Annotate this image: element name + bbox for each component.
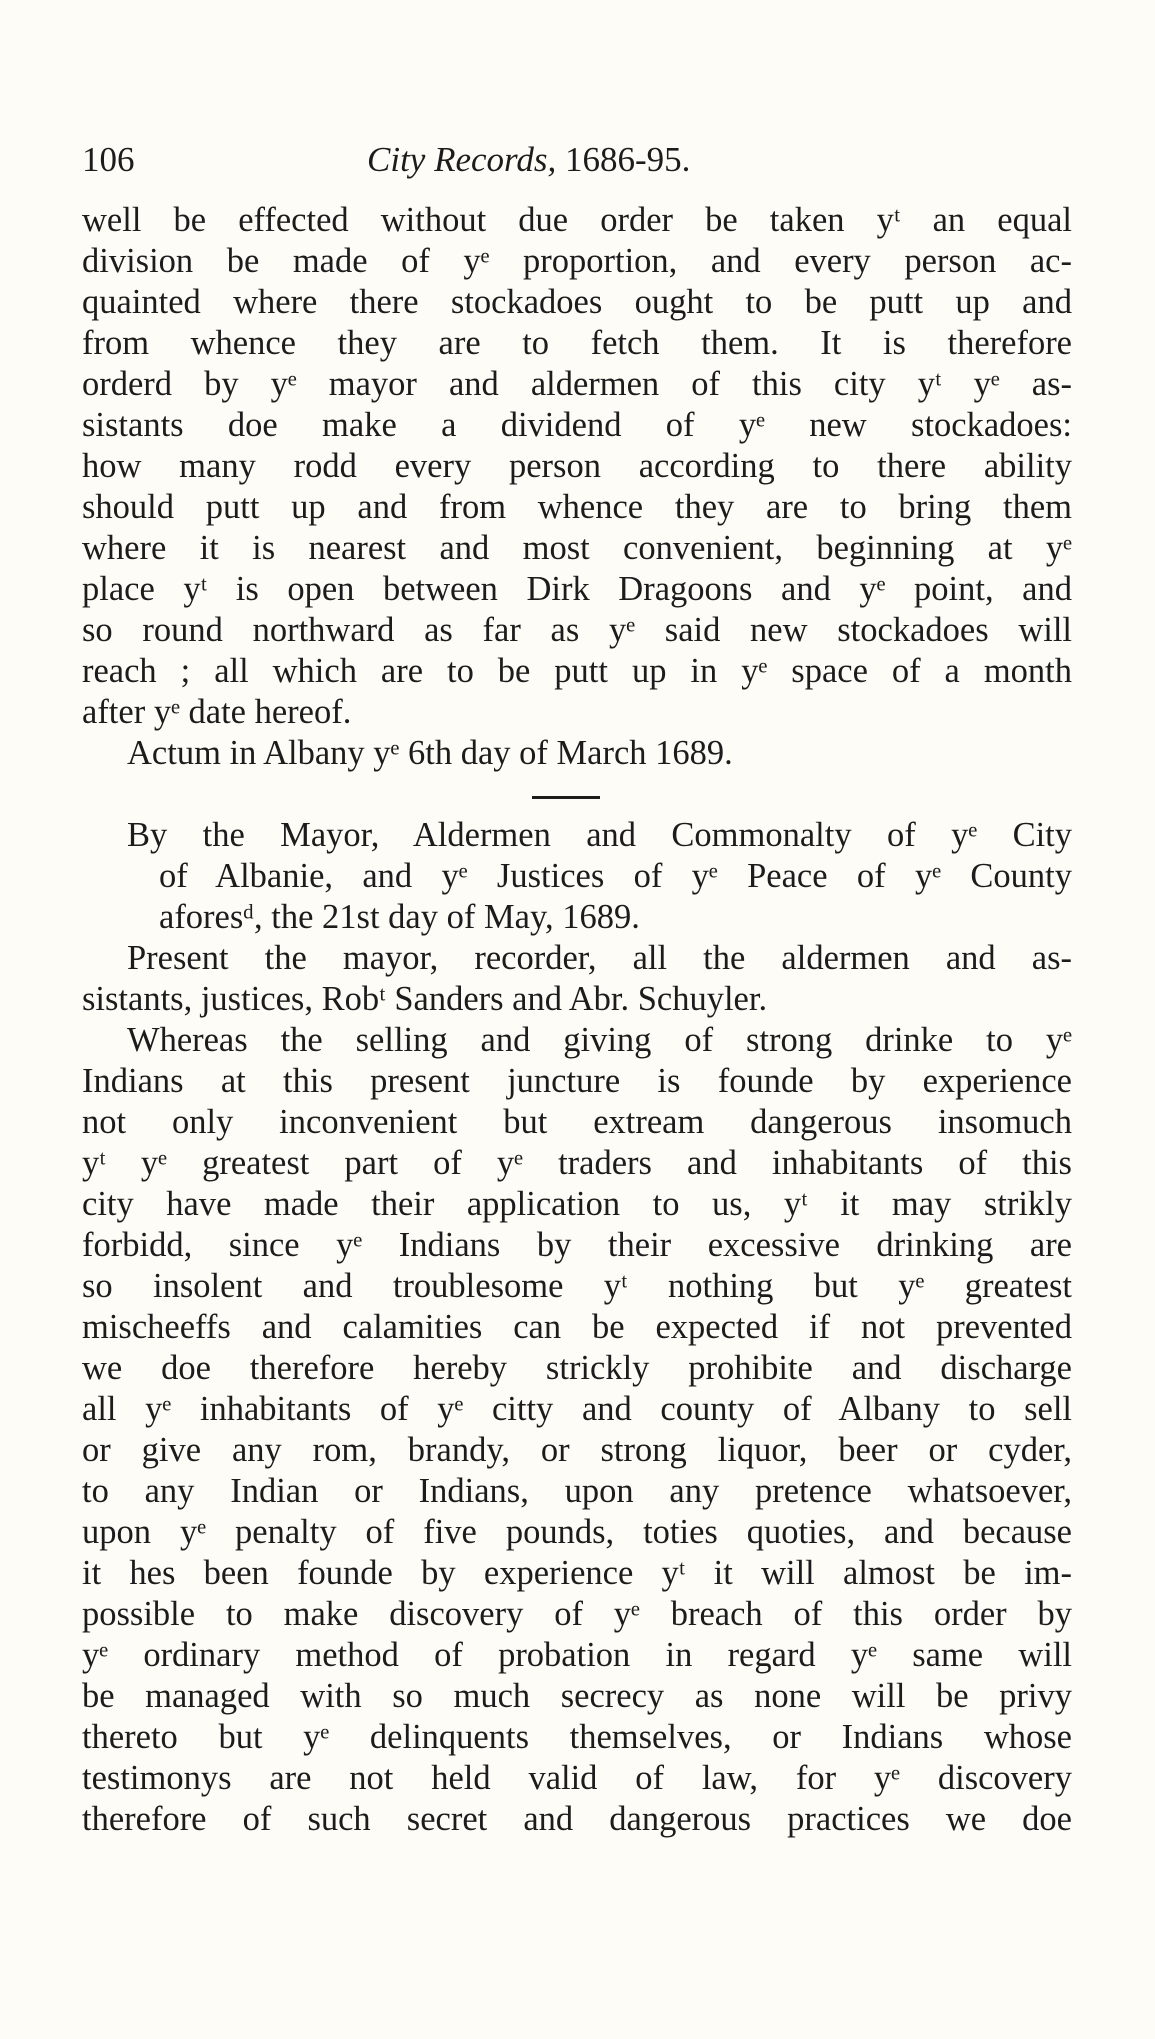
text-line: yᵉ ordinary method of probation in regard yᵉ same will xyxy=(82,1636,1072,1674)
text-line: to any Indian or Indians, upon any pretence whatsoever, xyxy=(82,1472,1072,1510)
text-line: where it is nearest and most convenient, beginning at yᵉ xyxy=(82,529,1072,567)
text-line: yᵗ yᵉ greatest part of yᵉ traders and inhabitants of this xyxy=(82,1144,1072,1182)
text-line: so insolent and troublesome yᵗ nothing but yᵉ greatest xyxy=(82,1267,1072,1305)
book-page xyxy=(82,140,1072,1840)
text-line: orderd by yᵉ mayor and aldermen of this city yᵗ yᵉ as- xyxy=(82,365,1072,403)
text-line: should putt up and from whence they are to bring them xyxy=(82,488,1072,526)
text-line: reach ; all which are to be putt up in yᵉ space of a month xyxy=(82,652,1072,690)
section-divider xyxy=(82,774,1072,815)
text-line: Indians at this present juncture is founde by experience xyxy=(82,1062,1072,1100)
text-line: quainted where there stockadoes ought to be putt up and xyxy=(82,283,1072,321)
text-line: after yᵉ date hereof. xyxy=(82,693,352,731)
running-header xyxy=(82,140,1072,188)
text-line: upon yᵉ penalty of five pounds, toties quoties, and because xyxy=(82,1513,1072,1551)
text-line: By the Mayor, Aldermen and Commonalty of yᵉ City xyxy=(127,816,1072,854)
text-line: sistants doe make a dividend of yᵉ new stockadoes: xyxy=(82,406,1072,444)
text-line: thereto but yᵉ delinquents themselves, or Indians whose xyxy=(82,1718,1072,1756)
text-line: how many rodd every person according to there ability xyxy=(82,447,1072,485)
running-title-years: 1686-95. xyxy=(556,140,691,179)
text-line: city have made their application to us, yᵗ it may strikly xyxy=(82,1185,1072,1223)
text-line: well be effected without due order be taken yᵗ an equal xyxy=(82,201,1072,239)
running-title xyxy=(367,140,690,180)
text-line: testimonys are not held valid of law, for yᵉ discovery xyxy=(82,1759,1072,1797)
text-line: mischeeffs and calamities can be expected if not prevented xyxy=(82,1308,1072,1346)
running-title-text: City Records, xyxy=(367,140,557,179)
text-line: be managed with so much secrecy as none will be privy xyxy=(82,1677,1072,1715)
text-line: all yᵉ inhabitants of yᵉ citty and county of Albany to sell xyxy=(82,1390,1072,1428)
text-line: division be made of yᵉ proportion, and every person ac- xyxy=(82,242,1072,280)
page-number: 106 xyxy=(82,140,135,179)
text-line: so round northward as far as yᵉ said new stockadoes will xyxy=(82,611,1072,649)
text-line: therefore of such secret and dangerous practices we doe xyxy=(82,1800,1072,1838)
text-line: Actum in Albany yᵉ 6th day of March 1689. xyxy=(127,734,733,772)
text-line: possible to make discovery of yᵉ breach of this order by xyxy=(82,1595,1072,1633)
text-line: aforesᵈ, the 21st day of May, 1689. xyxy=(159,898,640,936)
text-line: it hes been founde by experience yᵗ it will almost be im- xyxy=(82,1554,1072,1592)
text-line: place yᵗ is open between Dirk Dragoons and yᵉ point, and xyxy=(82,570,1072,608)
text-line: from whence they are to fetch them. It is therefore xyxy=(82,324,1072,362)
text-line: forbidd, since yᵉ Indians by their excessive drinking are xyxy=(82,1226,1072,1264)
body-text xyxy=(82,200,1072,1840)
text-line: Present the mayor, recorder, all the aldermen and as- xyxy=(127,939,1072,977)
text-line: or give any rom, brandy, or strong liquor, beer or cyder, xyxy=(82,1431,1072,1469)
text-line: sistants, justices, Robᵗ Sanders and Abr. Schuyler. xyxy=(82,980,768,1018)
text-line: not only inconvenient but extream dangerous insomuch xyxy=(82,1103,1072,1141)
text-line: of Albanie, and yᵉ Justices of yᵉ Peace of yᵉ County xyxy=(159,857,1072,895)
text-line: Whereas the selling and giving of strong drinke to yᵉ xyxy=(127,1021,1072,1059)
divider-rule xyxy=(532,796,600,799)
text-line: we doe therefore hereby strickly prohibite and discharge xyxy=(82,1349,1072,1387)
